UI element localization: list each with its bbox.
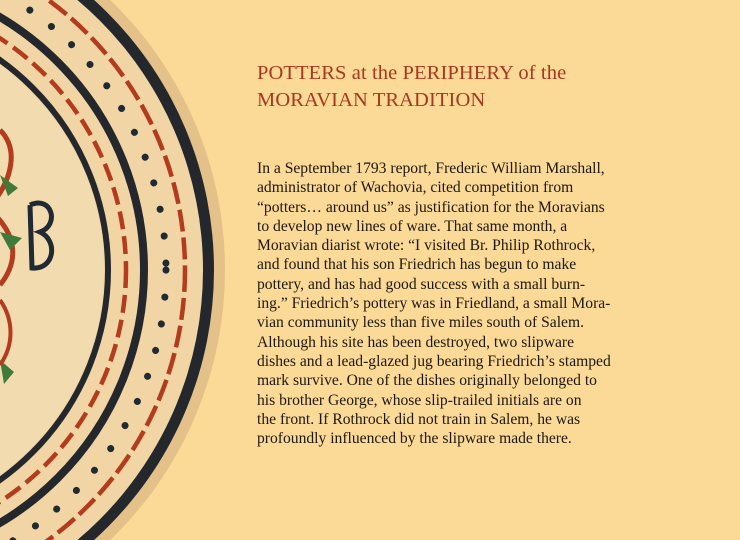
body-line: the front. If Rothrock did not train in Salem, he was: [257, 410, 581, 428]
body-line: “potters… around us” as justification for the Moravians: [257, 198, 605, 216]
page-title-line-1: POTTERS at the PERIPHERY of the: [257, 62, 567, 84]
body-paragraph: [257, 159, 667, 448]
body-line: administrator of Wachovia, cited competition from: [257, 179, 574, 197]
body-line: his brother George, whose slip-trailed initials are on: [257, 391, 582, 409]
page-title: [257, 60, 697, 114]
body-line: Moravian diarist wrote: “I visited Br. Philip Rothrock,: [257, 237, 596, 255]
body-line: profoundly influenced by the slipware made there.: [257, 430, 572, 448]
page-title-line-2: MORAVIAN TRADITION: [257, 89, 486, 111]
body-line: In a September 1793 report, Frederic William Marshall,: [257, 160, 605, 177]
body-line: mark survive. One of the dishes originally belonged to: [257, 372, 597, 390]
body-line: dishes and a lead-glazed jug bearing Friedrich’s stamped: [257, 352, 611, 370]
body-line: ing.” Friedrich’s pottery was in Friedland, a small Mora-: [257, 295, 611, 313]
body-line: to develop new lines of ware. That same month, a: [257, 217, 568, 235]
slipware-plate-image: [0, 0, 240, 540]
body-line: Although his site has been destroyed, two slipware: [257, 333, 575, 351]
body-line: pottery, and has had good success with a small burn-: [257, 275, 586, 293]
body-line: vian community less than five miles south of Salem.: [257, 314, 584, 332]
body-line: and found that his son Friedrich has begun to make: [257, 256, 577, 274]
